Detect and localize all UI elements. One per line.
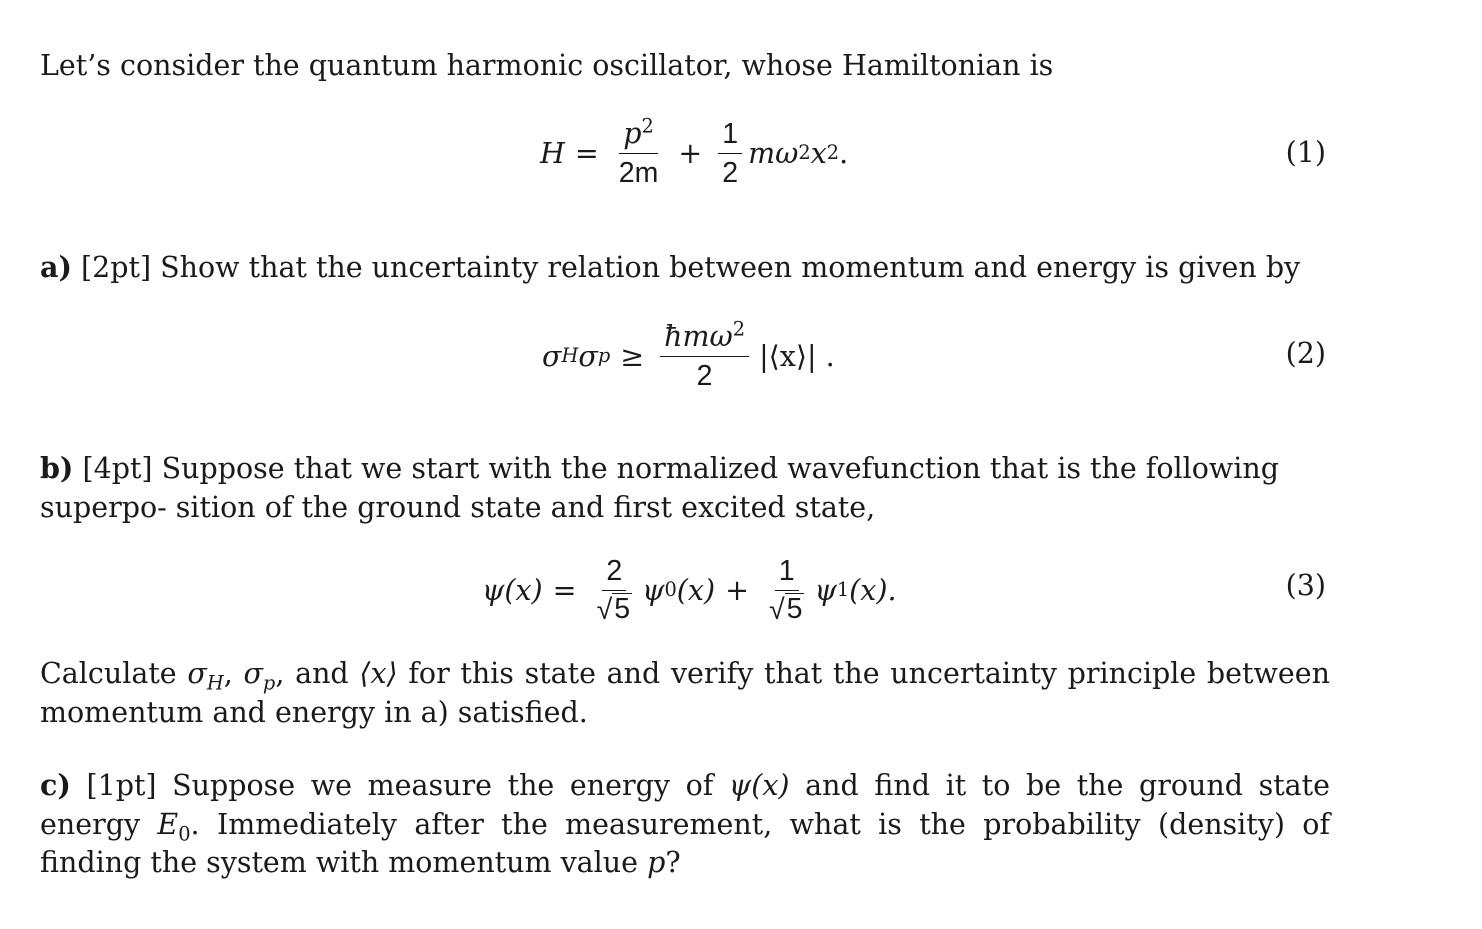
part-c-text-3: . Immediately after the measurement, what is the probability (density) of finding the system with momentum value — [40, 807, 1331, 879]
part-a-text: [2pt] Show that the uncertainty relation between momentum and energy is given by — [81, 251, 1301, 284]
part-b-followup-1: Calculate — [40, 657, 188, 690]
eq3-sqrt-2 — [769, 593, 805, 627]
eq2-frac-num-exp: 2 — [732, 317, 746, 340]
eq2-frac-num: ħmω — [664, 319, 733, 353]
eq2-fraction — [660, 317, 749, 393]
eq3-frac2-den: 5 — [786, 592, 803, 625]
equation-2-number: (2) — [1285, 337, 1326, 370]
eq1-frac2-den: 2 — [722, 156, 739, 189]
eq3-term1: ψ — [642, 573, 665, 607]
part-c-psi: ψ(x) — [728, 769, 790, 802]
eq3-fraction-1 — [593, 554, 637, 627]
equation-2: σ H σ p ≥ $\frac{ħm\omega^2}{2}$ |⟨x⟩| . — [542, 317, 835, 392]
intro-text: Let’s consider the quantum harmonic oscillator, whose Hamiltonian is — [40, 49, 1054, 82]
part-c-p: p — [647, 846, 666, 879]
part-a-paragraph — [40, 248, 1330, 288]
eq3-frac1-den: 5 — [614, 592, 631, 625]
eq1-frac2-num: 1 — [718, 117, 742, 154]
part-c-text-2: and find it to be the ground state energy — [40, 769, 1330, 841]
eq3-sqrt-1 — [597, 593, 633, 627]
eq3-frac1-num: 2 — [602, 554, 626, 591]
equation-3-number: (3) — [1285, 569, 1326, 602]
eq3-lhs: ψ(x) — [482, 573, 543, 607]
sigma-h-sub: H — [206, 671, 224, 695]
part-c-energy: E — [157, 807, 179, 841]
sqrt-sign-icon: √ — [596, 593, 613, 626]
part-b-paragraph — [40, 449, 1330, 527]
eq1-frac1-num: p — [623, 116, 642, 150]
eq1-frac1-num-exp: 2 — [641, 114, 654, 137]
sqrt-sign-icon: √ — [768, 593, 785, 626]
expect-x: ⟨x⟩ — [359, 657, 398, 690]
eq1-plus: + — [678, 136, 703, 170]
eq3-term2: ψ — [814, 573, 837, 607]
eq1-tail2: x — [810, 136, 827, 170]
part-c-text-4: ? — [665, 846, 681, 879]
eq1-frac1-den: 2m — [618, 156, 659, 189]
part-a-label: a) — [40, 250, 72, 284]
eq1-lhs: H — [540, 136, 565, 170]
eq3-term1-arg: (x) — [676, 573, 716, 607]
eq2-lhs2: σ — [578, 339, 598, 373]
eq2-tail: |⟨x⟩| . — [759, 339, 835, 373]
part-c-energy-sub: 0 — [178, 822, 191, 846]
eq3-frac2-num: 1 — [775, 554, 799, 591]
sigma-p: σ — [243, 657, 263, 690]
equation-1: H = $\frac{p^2}{2m}$ + $\frac{1}{2}$ mω 2 x 2 . — [540, 114, 849, 189]
equation-3: ψ(x) = 2 √ 5 ψ 0 (x) + 1 √ 5 ψ 1 (x). — [482, 554, 897, 626]
part-b-followup — [40, 655, 1330, 732]
part-b-text: [4pt] Suppose that we start with the normalized wavefunction that is the following superpo- sition of the ground state and first excited state, — [40, 452, 1279, 524]
part-c-paragraph — [40, 766, 1330, 883]
part-b-and: , and — [275, 657, 360, 690]
part-b-label: b) — [40, 451, 74, 485]
eq1-fraction-1 — [615, 114, 663, 190]
eq1-tail: mω — [748, 136, 799, 170]
eq3-rel: = — [552, 573, 577, 607]
eq1-rel: = — [574, 136, 599, 170]
eq2-rel: ≥ — [620, 339, 645, 373]
sigma-h: σ — [187, 657, 207, 690]
part-b-comma: , — [223, 657, 244, 690]
eq1-end: . — [839, 136, 849, 170]
eq2-lhs: σ — [542, 339, 562, 373]
sigma-p-sub: p — [262, 671, 276, 695]
part-c-label: c) — [40, 768, 71, 802]
equation-1-number: (1) — [1285, 136, 1326, 169]
part-c-text-1: [1pt] Suppose we measure the energy of — [86, 769, 729, 802]
eq3-fraction-2 — [765, 554, 809, 627]
intro-paragraph — [40, 47, 1330, 86]
eq1-fraction-2 — [718, 117, 742, 190]
part-b-followup-2: for this state and verify that the uncertainty principle between momentum and energy in a) satisfied. — [40, 657, 1330, 729]
eq2-frac-den: 2 — [696, 359, 713, 392]
eq3-term2-arg: (x). — [849, 573, 897, 607]
eq3-plus: + — [725, 573, 749, 607]
